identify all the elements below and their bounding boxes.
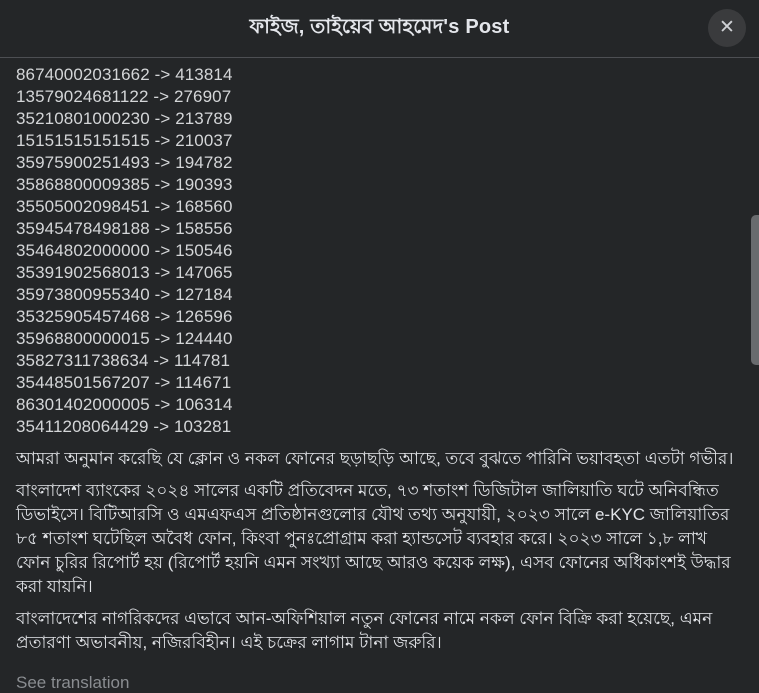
imei-row: 35868800009385 -> 190393: [16, 175, 233, 194]
imei-row: 35210801000230 -> 213789: [16, 109, 233, 128]
imei-row: 35973800955340 -> 127184: [16, 285, 233, 304]
imei-row: 35448501567207 -> 114671: [16, 373, 232, 392]
imei-row: 35505002098451 -> 168560: [16, 197, 233, 216]
imei-row: 35411208064429 -> 103281: [16, 417, 232, 436]
imei-row: 35968800000015 -> 124440: [16, 329, 233, 348]
close-icon: ✕: [719, 17, 735, 38]
post-paragraphs: [16, 447, 743, 655]
post-paragraph: বাংলাদেশের নাগরিকদের এভাবে আন-অফিশিয়াল নতুন ফোনের নামে নকল ফোন বিক্রি করা হয়েছে, এমন প্রতারণা অভাবনীয়, নজিরবিহীন। এই চক্রের লাগাম টানা জরুরি।: [16, 609, 713, 652]
imei-row: 35464802000000 -> 150546: [16, 241, 233, 260]
imei-row: 35391902568013 -> 147065: [16, 263, 233, 282]
post-paragraph: আমরা অনুমান করেছি যে ক্লোন ও নকল ফোনের ছড়াছড়ি আছে, তবে বুঝতে পারিনি ভয়াবহতা এতটা গভীর।: [16, 449, 734, 468]
imei-row: 86740002031662 -> 413814: [16, 65, 233, 84]
imei-row: 35325905457468 -> 126596: [16, 307, 233, 326]
post-content: [0, 58, 759, 693]
modal-header: [0, 0, 759, 58]
close-button[interactable]: [708, 9, 746, 47]
imei-row: 35827311738634 -> 114781: [16, 351, 231, 370]
imei-row: 35945478498188 -> 158556: [16, 219, 233, 238]
scrollbar-thumb[interactable]: [751, 215, 759, 365]
modal-title: ফাইজ, তাইয়েব আহমেদ's Post: [249, 16, 510, 38]
imei-list: [16, 64, 743, 438]
see-translation-link[interactable]: See translation: [16, 673, 130, 692]
imei-row: 35975900251493 -> 194782: [16, 153, 233, 172]
imei-row: 15151515151515 -> 210037: [16, 131, 233, 150]
imei-row: 86301402000005 -> 106314: [16, 395, 233, 414]
imei-row: 13579024681122 -> 276907: [16, 87, 232, 106]
post-paragraph: বাংলাদেশ ব্যাংকের ২০২৪ সালের একটি প্রতিবেদন মতে, ৭৩ শতাংশ ডিজিটাল জালিয়াতি ঘটে অনিবন্ধিত ডিভাইসে। বিটিআরসি ও এমএফএস প্রতিষ্ঠানগুলোর যৌথ তথ্য অনুযায়ী, ২০২৩ সালে e-KYC জালিয়াতির ৮৫ শতাংশ ঘটেছিল অবৈধ ফোন, কিংবা পুনঃপ্রোগ্রাম করা হ্যান্ডসেট ব্যবহার করে। ২০২৩ সালে ১,৮ লাখ ফোন চুরির রিপোর্ট হয় (রিপোর্ট হয়নি এমন সংখ্যা আছে আরও কয়েক লক্ষ), এসব ফোনের অধিকাংশই উদ্ধার করা যায়নি।: [16, 481, 731, 596]
